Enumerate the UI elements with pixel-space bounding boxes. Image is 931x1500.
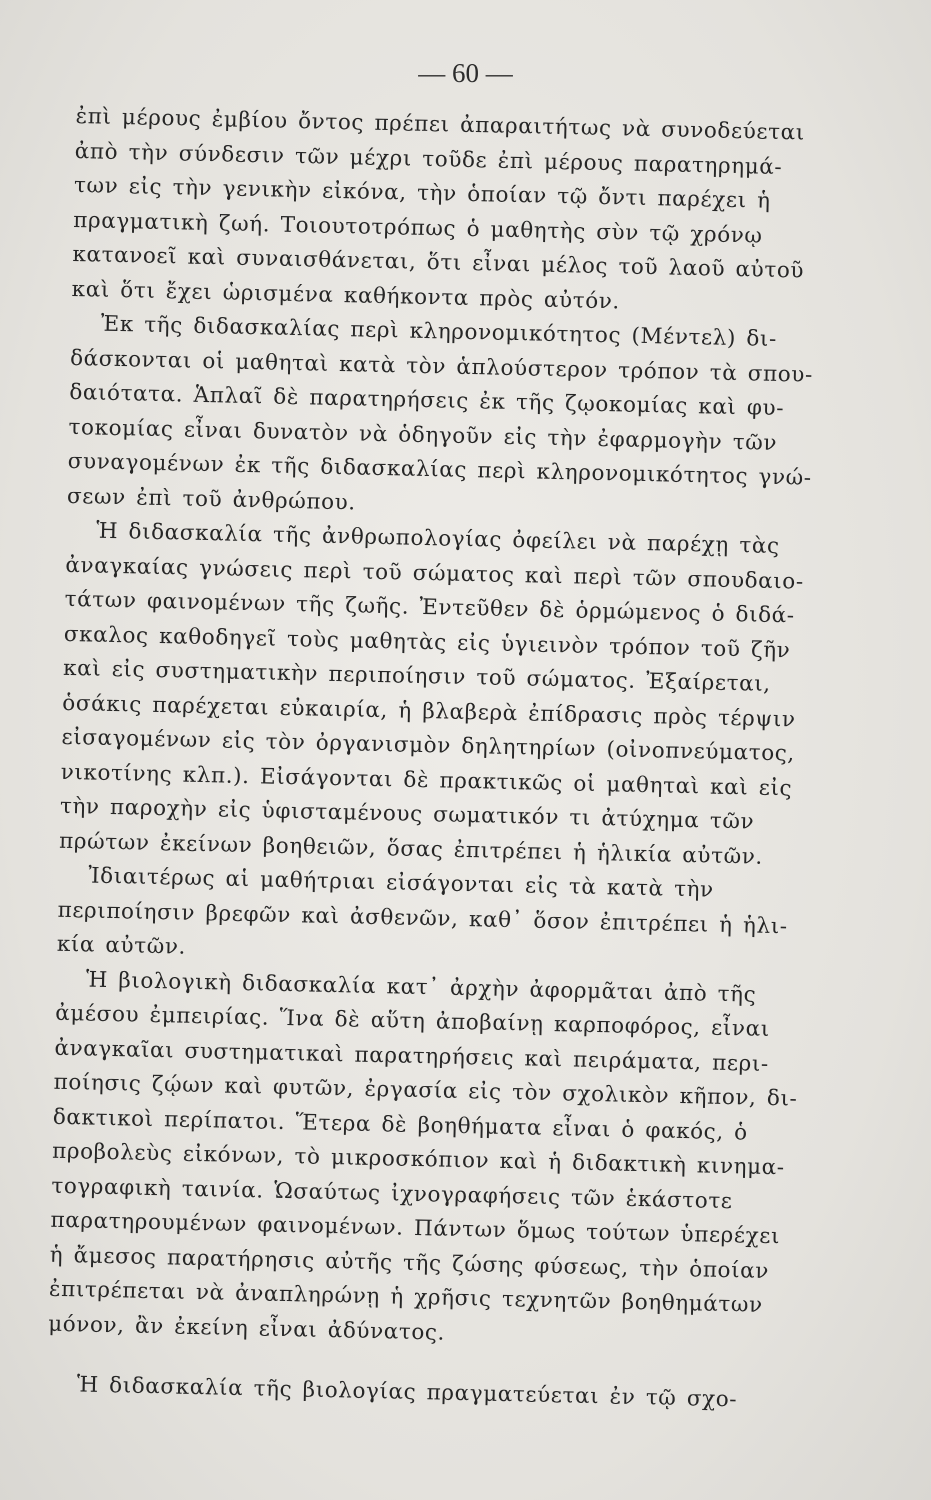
text-line: μόνον, ἂν ἐκείνη εἶναι ἀδύνατος. [47,1311,446,1346]
text-line: ἐπιτρέπεται νὰ ἀναπληρώνῃ ἡ χρῆσις τεχνητῶν βοηθημάτων [48,1276,764,1318]
text-line: δαιότατα. Ἁπλαῖ δὲ παρατηρήσεις ἐκ τῆς ζῳοκομίας καὶ φυ- [69,379,785,422]
paragraph-start-line: Ἐκ τῆς διδασκαλίας περὶ κληρονομικότητος (Μέντελ) δι- [100,311,778,352]
text-line: κία αὐτῶν. [56,931,187,960]
text-line: δάσκονται οἱ μαθηταὶ κατὰ τὸν ἁπλούστερον τρόπον τὰ σπου- [69,345,814,388]
text-line: καὶ εἰς συστηματικὴν περιποίησιν τοῦ σώματος. Ἐξαίρεται, [62,655,772,697]
text-line: ἐπὶ μέρους ἐμβίου ὄντος πρέπει ἀπαραιτήτως νὰ συνοδεύεται [75,103,806,146]
text-line: καὶ ὅτι ἔχει ὡρισμένα καθήκοντα πρὸς αὐτόν. [71,276,621,314]
text-line: τογραφικὴ ταινία. Ὡσαύτως ἰχνογραφήσεις τῶν ἑκάστοτε [51,1173,733,1214]
text-line: δακτικοὶ περίπατοι. Ἕτερα δὲ βοηθήματα εἶναι ὁ φακός, ὁ [52,1104,749,1146]
text-line: ἡ ἄμεσος παρατήρησις αὐτῆς τῆς ζώσης φύσεως, τὴν ὁποίαν [49,1242,770,1284]
text-line: εἰσαγομένων εἰς τὸν ὀργανισμὸν δηλητηρίων (οἰνοπνεύματος, [61,724,796,767]
text-line: παρατηρουμένων φαινομένων. Πάντων ὅμως τούτων ὑπερέχει [50,1207,781,1250]
text-line: νικοτίνης κλπ.). Εἰσάγονται δὲ πρακτικῶς οἱ μαθηταὶ καὶ εἰς [60,759,793,801]
text-line: ἀναγκαίας γνώσεις περὶ τοῦ σώματος καὶ περὶ τῶν σπουδαιο- [65,552,805,595]
text-line: ὁσάκις παρέχεται εὐκαιρία, ἡ βλαβερὰ ἐπίδρασις πρὸς τέρψιν [62,690,796,732]
text-line: πραγματικὴ ζωή. Τοιουτοτρόπως ὁ μαθητὴς σὺν τῷ χρόνῳ [72,207,763,249]
paragraph-start-line: Ἡ διδασκαλία τῆς βιολογίας πραγματεύεται ἐν τῷ σχο- [76,1372,738,1413]
text-line: συναγομένων ἐκ τῆς διδασκαλίας περὶ κληρονομικότητος γνώ- [67,448,812,491]
text-line: πρώτων ἐκείνων βοηθειῶν, ὅσας ἐπιτρέπει ἡ ἡλικία αὐτῶν. [58,828,764,870]
text-line: ἀμέσου ἐμπειρίας. Ἵνα δὲ αὕτη ἀποβαίνῃ καρποφόρος, εἶναι [54,1000,771,1042]
page-number: — 60 — [418,58,513,88]
text-line: ἀπὸ τὴν σύνδεσιν τῶν μέχρι τοῦδε ἐπὶ μέρους παρατηρημά- [74,138,783,180]
text-line: κατανοεῖ καὶ συναισθάνεται, ὅτι εἶναι μέλος τοῦ λαοῦ αὐτοῦ [72,241,805,284]
body-text [46,100,847,1420]
text-line: σκαλος καθοδηγεῖ τοὺς μαθητὰς εἰς ὑγιεινὸν τρόπον τοῦ ζῆν [63,621,791,663]
text-line: σεων ἐπὶ τοῦ ἀνθρώπου. [66,483,357,515]
paragraph-start-line: Ἡ διδασκαλία τῆς ἀνθρωπολογίας ὀφείλει νὰ παρέχῃ τὰς [95,518,780,560]
text-line: ἀναγκαῖαι συστηματικαὶ παρατηρήσεις καὶ πειράματα, περι- [54,1035,770,1077]
text-line: των εἰς τὴν γενικὴν εἰκόνα, τὴν ὁποίαν τῷ ὄντι παρέχει ἡ [73,172,771,214]
text-line: ποίησις ζῴων καὶ φυτῶν, ἐργασία εἰς τὸν σχολικὸν κῆπον, δι- [53,1069,798,1112]
text-line: προβολεὺς εἰκόνων, τὸ μικροσκόπιον καὶ ἡ διδακτικὴ κινημα- [51,1138,785,1181]
paragraph-start-line: Ἡ βιολογικὴ διδασκαλία κατ᾿ ἀρχὴν ἀφορμᾶται ἀπὸ τῆς [85,966,757,1008]
text-line: τάτων φαινομένων τῆς ζωῆς. Ἐντεῦθεν δὲ ὁρμώμενος ὁ διδά- [64,586,795,629]
text-line: περιποίησιν βρεφῶν καὶ ἀσθενῶν, καθ᾿ ὅσον ἐπιτρέπει ἡ ἡλι- [57,897,788,939]
text-line: τοκομίας εἶναι δυνατὸν νὰ ὁδηγοῦν εἰς τὴν ἐφαρμογὴν τῶν [68,414,778,456]
paragraph-start-line: Ἰδιαιτέρως αἱ μαθήτριαι εἰσάγονται εἰς τὰ κατὰ τὴν [88,863,715,903]
text-line: τὴν παροχὴν εἰς ὑφισταμένους σωματικόν τι ἀτύχημα τῶν [59,793,755,835]
